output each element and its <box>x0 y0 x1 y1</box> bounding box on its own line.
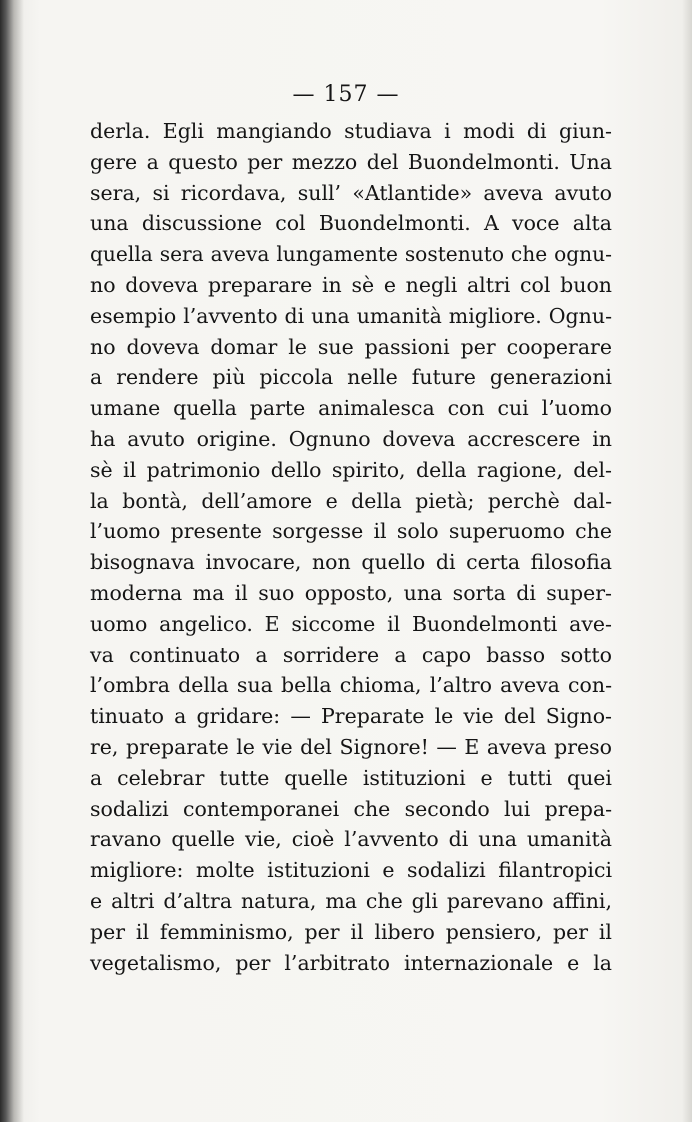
text-line: bisognava invocare, non quello di certa filosofia <box>90 550 612 575</box>
text-line: una discussione col Buondelmonti. A voce alta <box>90 211 612 236</box>
text-line: derla. Egli mangiando studiava i modi di giun- <box>90 119 612 143</box>
text-line: a rendere più piccola nelle future generazioni <box>90 365 612 390</box>
text-line: l’ombra della sua bella chioma, l’altro aveva con- <box>90 673 612 698</box>
text-line: la bontà, dell’amore e della pietà; perchè dal- <box>90 488 612 513</box>
text-line: uomo angelico. E siccome il Buondelmonti ave- <box>90 611 612 636</box>
binding-shadow <box>0 0 24 1122</box>
text-line: tinuato a gridare: — Preparate le vie del Signo- <box>90 704 612 729</box>
text-line: no doveva domar le sue passioni per cooperare <box>90 334 612 359</box>
text-line: sè il patrimonio dello spirito, della ragione, del- <box>90 457 612 482</box>
text-line: a celebrar tutte quelle istituzioni e tutti quei <box>90 765 612 790</box>
text-line: gere a questo per mezzo del Buondelmonti. Una <box>90 149 612 174</box>
text-line: no doveva preparare in sè e negli altri col buon <box>90 272 612 297</box>
text-line: quella sera aveva lungamente sostenuto che ognu- <box>90 242 612 267</box>
text-line: va continuato a sorridere a capo basso sotto <box>90 642 612 667</box>
text-line: ravano quelle vie, cioè l’avvento di una umanità <box>90 827 612 852</box>
page-number: — 157 — <box>292 82 400 107</box>
text-line: umane quella parte animalesca con cui l’uomo <box>90 396 612 421</box>
text-line: sera, si ricordava, sull’ «Atlantide» aveva avuto <box>90 180 612 205</box>
text-line: migliore: molte istituzioni e sodalizi filantropici <box>90 858 612 883</box>
text-line: moderna ma il suo opposto, una sorta di super- <box>90 580 612 605</box>
text-line: e altri d’altra natura, ma che gli parevano affini, <box>90 888 612 913</box>
text-line: esempio l’avvento di una umanità migliore. Ognu- <box>90 303 612 328</box>
body-text <box>90 116 612 978</box>
page-edge <box>682 0 692 1122</box>
text-line: vegetalismo, per l’arbitrato internazionale e la <box>90 950 612 975</box>
text-line: sodalizi contemporanei che secondo lui prepa- <box>90 796 612 821</box>
text-line: re, preparate le vie del Signore! — E aveva preso <box>90 734 612 759</box>
text-line: l’uomo presente sorgesse il solo superuomo che <box>90 519 612 544</box>
text-line: ha avuto origine. Ognuno doveva accrescere in <box>90 426 612 451</box>
text-line: per il femminismo, per il libero pensiero, per il <box>90 919 612 944</box>
